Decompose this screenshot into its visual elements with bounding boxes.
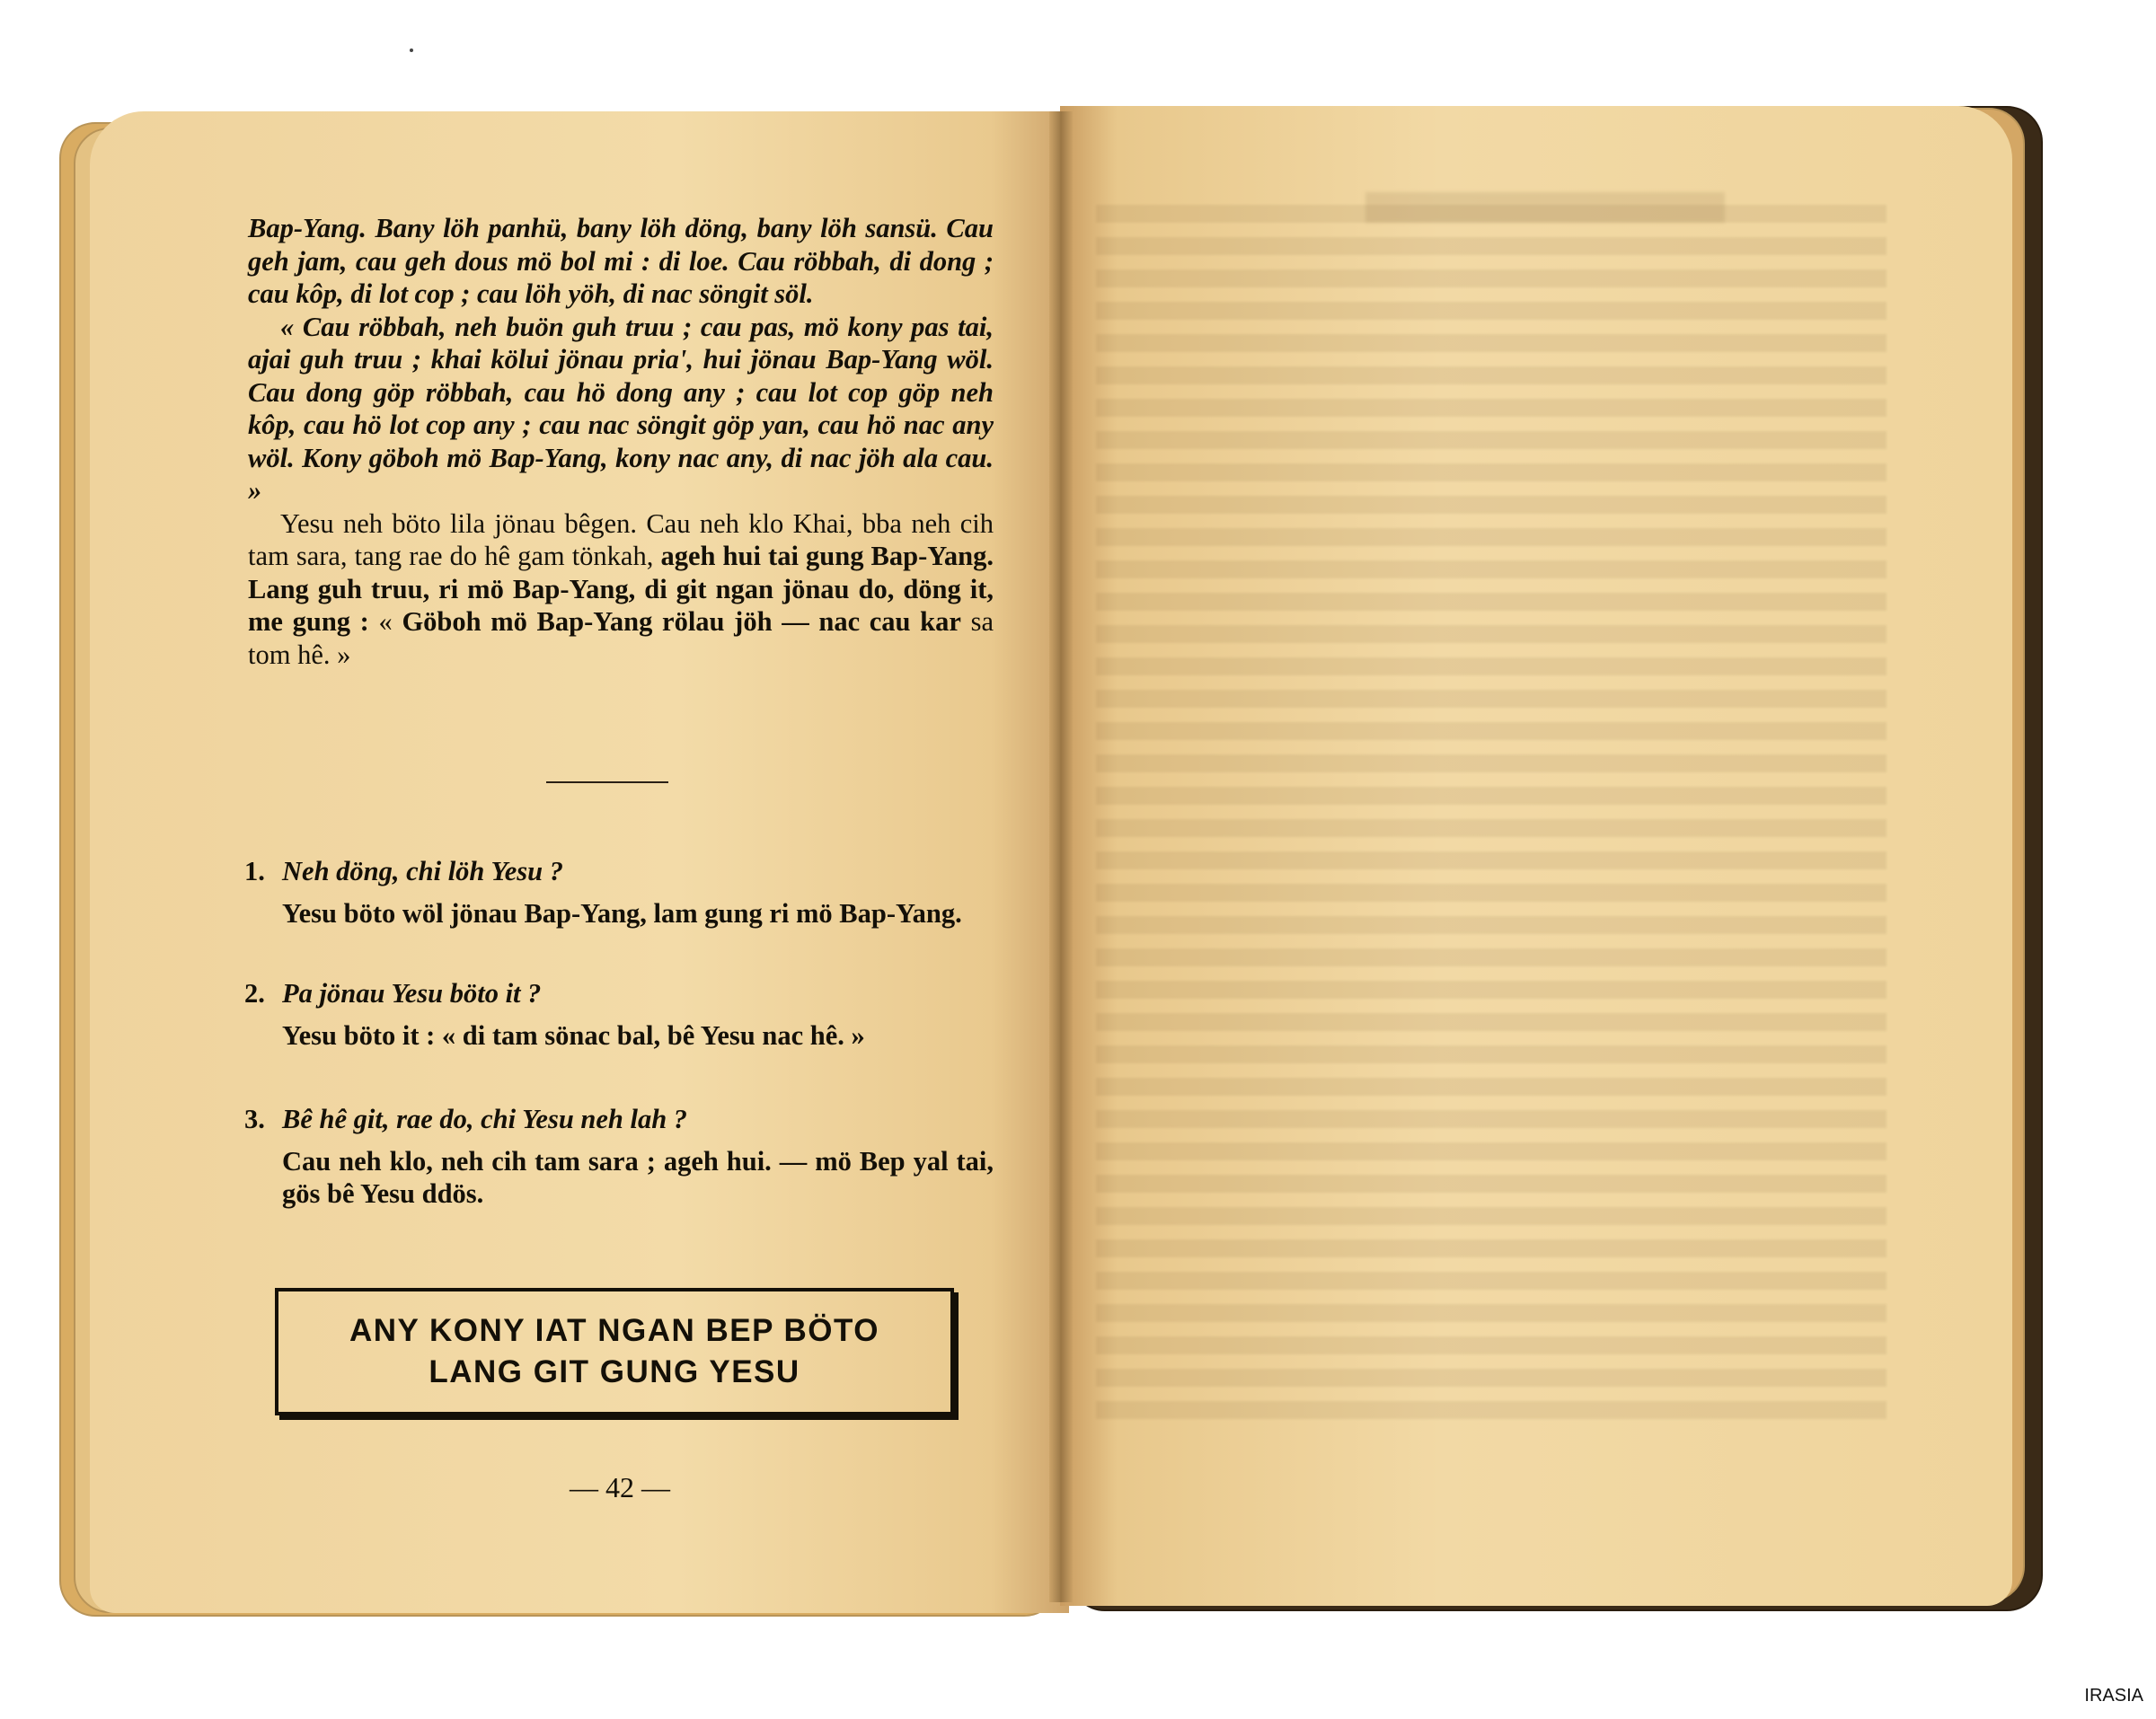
paragraph-3 (248, 507, 994, 672)
scan-dust (410, 48, 413, 52)
paragraph-3-text: Yesu neh böto lila jönau bêgen. Cau neh klo Khai, bba neh cih tam sara, tang rae do hê gam tönkah, (248, 507, 994, 571)
memory-verse-line-1: ANY KONY IAT NGAN BEP BÖTO (349, 1313, 879, 1348)
page-number: — 42 — (570, 1471, 670, 1503)
watermark: IRASIA (2084, 1686, 2143, 1706)
book-gutter (1049, 111, 1073, 1602)
memory-verse-box (275, 1288, 954, 1415)
question-3 (244, 1103, 994, 1211)
section-divider (546, 781, 668, 783)
question-1-number: 1. (244, 856, 265, 886)
quote-open: « (378, 606, 393, 637)
paragraph-3-bold: ageh hui tai gung Bap-Yang. Lang guh truu, ri mö Bap-Yang, di git ngan jönau do, döng it, me gung : (248, 541, 994, 637)
question-1-text: Neh döng, chi löh Yesu ? (282, 856, 563, 886)
paragraph-2: « Cau röbbah, neh buön guh truu ; cau pas, mö kony pas tai, ajai guh truu ; khai kölui jönau pria', hui jönau Bap-Yang wöl. Cau dong göp röbbah, cau hö dong any ; cau lot cop göp neh kôp, cau hö lot cop any ; cau nac söngit göp yan, cau hö nac any wöl. Kony göboh mö Bap-Yang, kony nac any, di nac jöh ala cau. » (248, 311, 994, 506)
paragraph-3-bold-quote: Göboh mö Bap-Yang rölau jöh — nac cau kar (402, 606, 961, 637)
question-3-number: 3. (244, 1104, 265, 1134)
question-3-text: Bê hê git, rae do, chi Yesu neh lah ? (282, 1104, 688, 1134)
question-2-answer: Yesu böto it : « di tam sönac bal, bê Yesu nac hê. » (282, 1019, 865, 1051)
question-2-text: Pa jönau Yesu böto it ? (282, 978, 542, 1009)
question-2-number: 2. (244, 978, 265, 1009)
paragraph-3-end: sa tom hê. » (248, 606, 994, 670)
question-2 (244, 977, 994, 1052)
show-through-text (1096, 205, 1886, 1426)
left-page-body (248, 212, 994, 671)
paragraph-1: Bap-Yang. Bany löh panhü, bany löh döng, bany löh sansü. Cau geh jam, cau geh dous mö bol mi : di loe. Cau röbbah, di dong ; cau kôp, di lot cop ; cau löh yöh, di nac söngit söl. (248, 213, 994, 309)
memory-verse-line-2: LANG GIT GUNG YESU (429, 1354, 800, 1389)
question-3-answer: Cau neh klo, neh cih tam sara ; ageh hui. — mö Bep yal tai, gös bê Yesu ddös. (282, 1145, 994, 1209)
question-1 (244, 855, 994, 930)
question-1-answer: Yesu böto wöl jönau Bap-Yang, lam gung ri mö Bap-Yang. (282, 897, 962, 929)
